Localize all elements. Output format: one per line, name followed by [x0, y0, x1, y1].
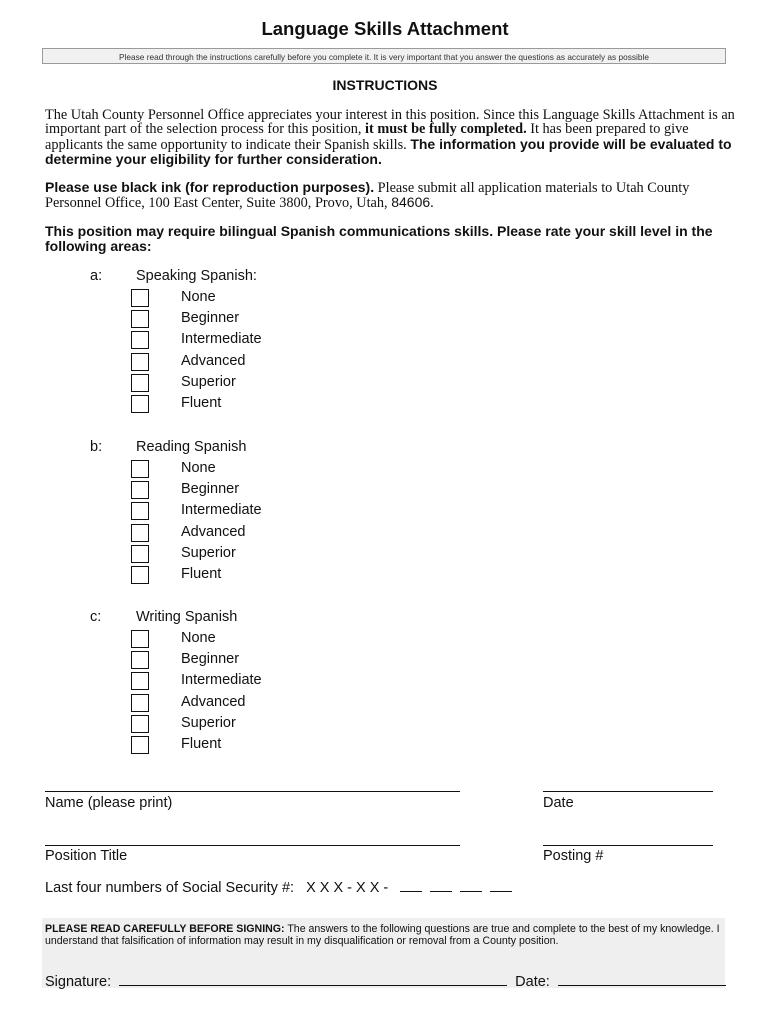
reading-option-fluent[interactable] [131, 565, 381, 586]
signing-text: The answers to the following questions are true and complete to the best of my knowledge. I understand that falsification of information may result in my disqualification or removal from a County position. [45, 923, 720, 947]
checkbox[interactable] [131, 502, 149, 520]
checkbox[interactable] [131, 630, 149, 648]
ssn-row [45, 879, 512, 896]
position-title-label: Position Title [45, 848, 128, 864]
ssn-label: Last four numbers of Social Security #: [45, 880, 295, 896]
reading-option-superior[interactable] [131, 544, 381, 565]
checkbox[interactable] [131, 736, 149, 754]
instructions-notice-banner: Please read through the instructions carefully before you complete it. It is very important that you answer the questions as accurately as possible [42, 48, 726, 64]
reading-option-intermediate[interactable] [131, 501, 381, 522]
option-label: Superior [181, 545, 236, 561]
ssn-digit-4-input[interactable] [490, 879, 512, 892]
option-label: Intermediate [181, 502, 262, 518]
signing-section [42, 918, 725, 988]
posting-number-input-line[interactable] [543, 845, 713, 846]
writing-option-superior[interactable] [131, 714, 381, 735]
checkbox[interactable] [131, 460, 149, 478]
signing-bold: PLEASE READ CAREFULLY BEFORE SIGNING: [45, 923, 285, 935]
date-label: Date [543, 795, 574, 811]
checkbox[interactable] [131, 395, 149, 413]
option-label: Intermediate [181, 331, 262, 347]
ink-text: Please submit all application materials to Utah County Personnel Office, 100 East Center, Suite 3800, Provo, Utah, [45, 180, 690, 212]
option-label: None [181, 460, 216, 476]
checkbox[interactable] [131, 566, 149, 584]
option-label: Advanced [181, 694, 246, 710]
checkbox[interactable] [131, 331, 149, 349]
signature-date-label: Date: [515, 974, 550, 990]
intro-bold-1: it must be fully completed. [365, 121, 527, 138]
signature-date-input-line[interactable] [558, 973, 726, 986]
signature-label: Signature: [45, 974, 112, 990]
option-label: Intermediate [181, 672, 262, 688]
writing-option-fluent[interactable] [131, 735, 381, 756]
instructions-heading: INSTRUCTIONS [332, 77, 438, 93]
ssn-digit-1-input[interactable] [400, 879, 422, 892]
option-label: Superior [181, 715, 236, 731]
option-label: Advanced [181, 353, 246, 369]
date-input-line[interactable] [543, 791, 713, 792]
writing-option-intermediate[interactable] [131, 671, 381, 692]
option-label: Beginner [181, 310, 240, 326]
option-label: Fluent [181, 736, 222, 752]
intro-text-1: The Utah County Personnel Office appreciates your interest in this position. Since this Language Skills Attachment is an important part of the selection process for this position, [45, 107, 735, 138]
section-title: Reading Spanish [136, 439, 247, 455]
ssn-mask: X X X - X X - [306, 880, 389, 896]
reading-option-none[interactable] [131, 459, 381, 480]
document-title: Language Skills Attachment [261, 18, 509, 39]
speaking-option-beginner[interactable] [131, 309, 381, 330]
speaking-option-fluent[interactable] [131, 394, 381, 415]
reading-option-beginner[interactable] [131, 480, 381, 501]
option-label: Fluent [181, 395, 222, 411]
intro-text-2: It has been prepared to give applicants the same opportunity to indicate their Spanish skills. [45, 121, 689, 153]
checkbox[interactable] [131, 374, 149, 392]
option-label: Beginner [181, 481, 240, 497]
checkbox[interactable] [131, 289, 149, 307]
signing-statement [45, 923, 725, 947]
option-label: None [181, 289, 216, 305]
intro-bold-2: The information you provide will be evaluated to determine your eligibility for further consideration. [45, 135, 732, 167]
checkbox[interactable] [131, 545, 149, 563]
spanish-skills-paragraph: This position may require bilingual Spanish communications skills. Please rate your skill level in the following areas: [45, 223, 713, 254]
position-title-input-line[interactable] [45, 845, 460, 846]
section-title: Writing Spanish [136, 609, 238, 625]
name-label: Name (please print) [45, 795, 173, 811]
speaking-option-advanced[interactable] [131, 352, 381, 373]
writing-option-beginner[interactable] [131, 650, 381, 671]
checkbox[interactable] [131, 481, 149, 499]
signature-input-line[interactable] [119, 973, 507, 986]
speaking-option-none[interactable] [131, 288, 381, 309]
option-label: Advanced [181, 524, 246, 540]
option-label: Beginner [181, 651, 240, 667]
checkbox[interactable] [131, 651, 149, 669]
section-letter: b: [90, 439, 103, 455]
checkbox[interactable] [131, 524, 149, 542]
section-letter: c: [90, 609, 102, 625]
reading-option-advanced[interactable] [131, 523, 381, 544]
checkbox[interactable] [131, 694, 149, 712]
ink-paragraph [45, 180, 735, 211]
checkbox[interactable] [131, 353, 149, 371]
section-letter: a: [90, 268, 103, 284]
writing-option-none[interactable] [131, 629, 381, 650]
speaking-option-superior[interactable] [131, 373, 381, 394]
writing-option-advanced[interactable] [131, 693, 381, 714]
signature-row [45, 973, 726, 990]
checkbox[interactable] [131, 310, 149, 328]
option-label: Fluent [181, 566, 222, 582]
speaking-option-intermediate[interactable] [131, 330, 381, 351]
option-label: Superior [181, 374, 236, 390]
ssn-digit-2-input[interactable] [430, 879, 452, 892]
ink-end: . [430, 195, 434, 212]
intro-paragraph [45, 108, 735, 167]
ssn-digit-3-input[interactable] [460, 879, 482, 892]
posting-number-label: Posting # [543, 848, 604, 864]
option-label: None [181, 630, 216, 646]
checkbox[interactable] [131, 672, 149, 690]
checkbox[interactable] [131, 715, 149, 733]
section-title: Speaking Spanish: [136, 268, 257, 284]
name-input-line[interactable] [45, 791, 460, 792]
ink-bold: Please use black ink (for reproduction purposes). [45, 179, 375, 195]
zip-code: 84606 [391, 194, 431, 211]
